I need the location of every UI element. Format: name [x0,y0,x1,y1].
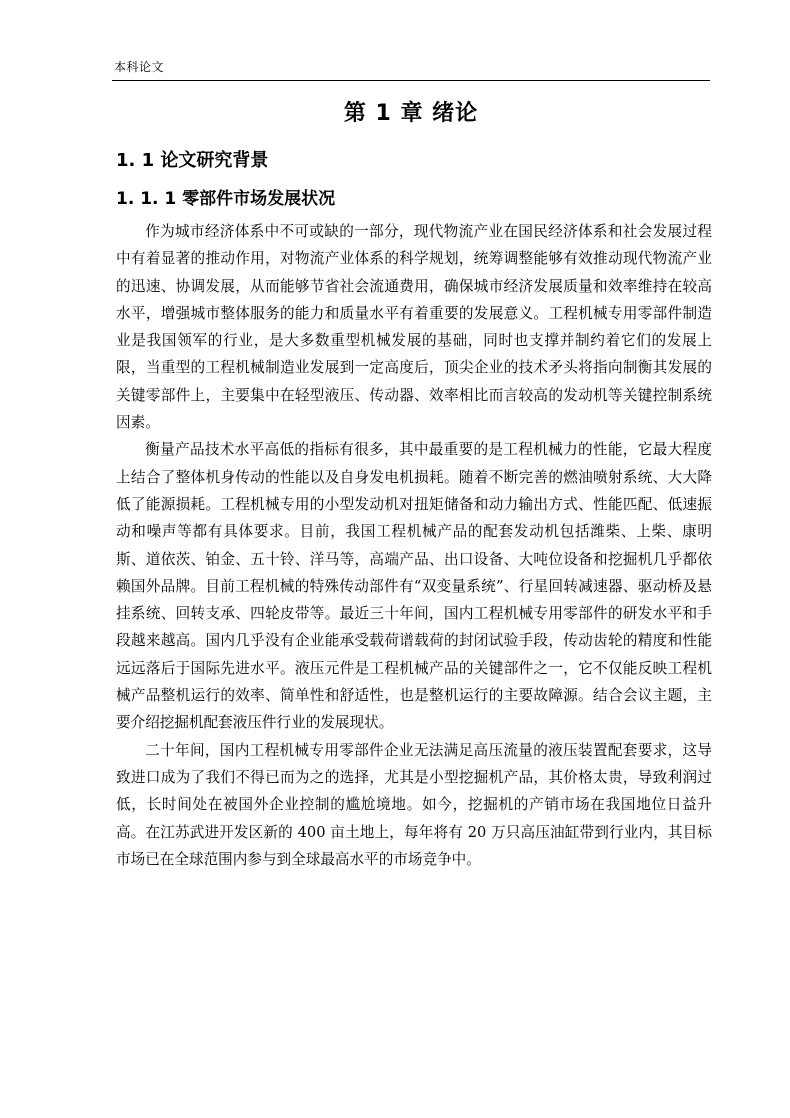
chapter-title: 第 1 章 绪论 [343,101,479,126]
paragraph: 衡量产品技术水平高低的指标有很多，其中最重要的是工程机械力的性能，它最大程度上结合了整体机身传动的性能以及自身发电机损耗。随着不断完善的燃油喷射系统、大大降低了能源损耗。工程机械专用的小型发动机对扭矩储备和动力输出方式、性能匹配、低速振动和噪声等都有具体要求。目前，我国工程机械产品的配套发动机包括潍柴、上柴、康明斯、道依茨、铂金、五十铃、洋马等，高端产品、出口设备、大吨位设备和挖掘机几乎都依赖国外品牌。目前工程机械的特殊传动部件有“双变量系统”、行星回转减速器、驱动桥及悬挂系统、回转支承、四轮皮带等。最近三十年间，国内工程机械专用零部件的研发水平和手段越来越高。国内几乎没有企业能承受载荷谱载荷的封闭试验手段，传动齿轮的精度和性能远远落后于国际先进水平。液压元件是工程机械产品的关键部件之一，它不仅能反映工程机械产品整机运行的效率、简单性和舒适性，也是整机运行的主要故障源。结合会议主题，主要介绍挖掘机配套液压件行业的发展现状。 [116,441,712,732]
subsection-heading: 1. 1. 1 零部件市场发展状况 [116,189,336,209]
section-heading: 1. 1 论文研究背景 [116,150,269,171]
body-text [116,218,712,873]
paragraph: 作为城市经济体系中不可或缺的一部分，现代物流产业在国民经济体系和社会发展过程中有着显著的推动作用，对物流产业体系的科学规划，统筹调整能够有效推动现代物流产业的迅速、协调发展，从而能够节省社会流通费用，确保城市经济发展质量和效率维持在较高水平，增强城市整体服务的能力和质量水平有着重要的发展意义。工程机械专用零部件制造业是我国领军的行业，是大多数重型机械发展的基础，同时也支撑并制约着它们的发展上限，当重型的工程机械制造业发展到一定高度后，顶尖企业的技术矛头将指向制衡其发展的关键零部件上，主要集中在轻型液压、传动器、效率相比而言较高的发动机等关键控制系统因素。 [116,223,712,432]
running-header: 本科论文 [114,60,165,74]
paragraph: 二十年间，国内工程机械专用零部件企业无法满足高压流量的液压装置配套要求，这导致进口成为了我们不得已而为之的选择，尤其是小型挖掘机产品，其价格太贵，导致利润过低，长时间处在被国外企业控制的尴尬境地。如今，挖掘机的产销市场在我国地位日益升高。在江苏武进开发区新的 400 亩土地上，每年将有 20 万只高压油缸带到行业内，其目标市场已在全球范围内参与到全球最高水平的市场竞争中。 [116,741,712,868]
header-rule [112,80,710,81]
